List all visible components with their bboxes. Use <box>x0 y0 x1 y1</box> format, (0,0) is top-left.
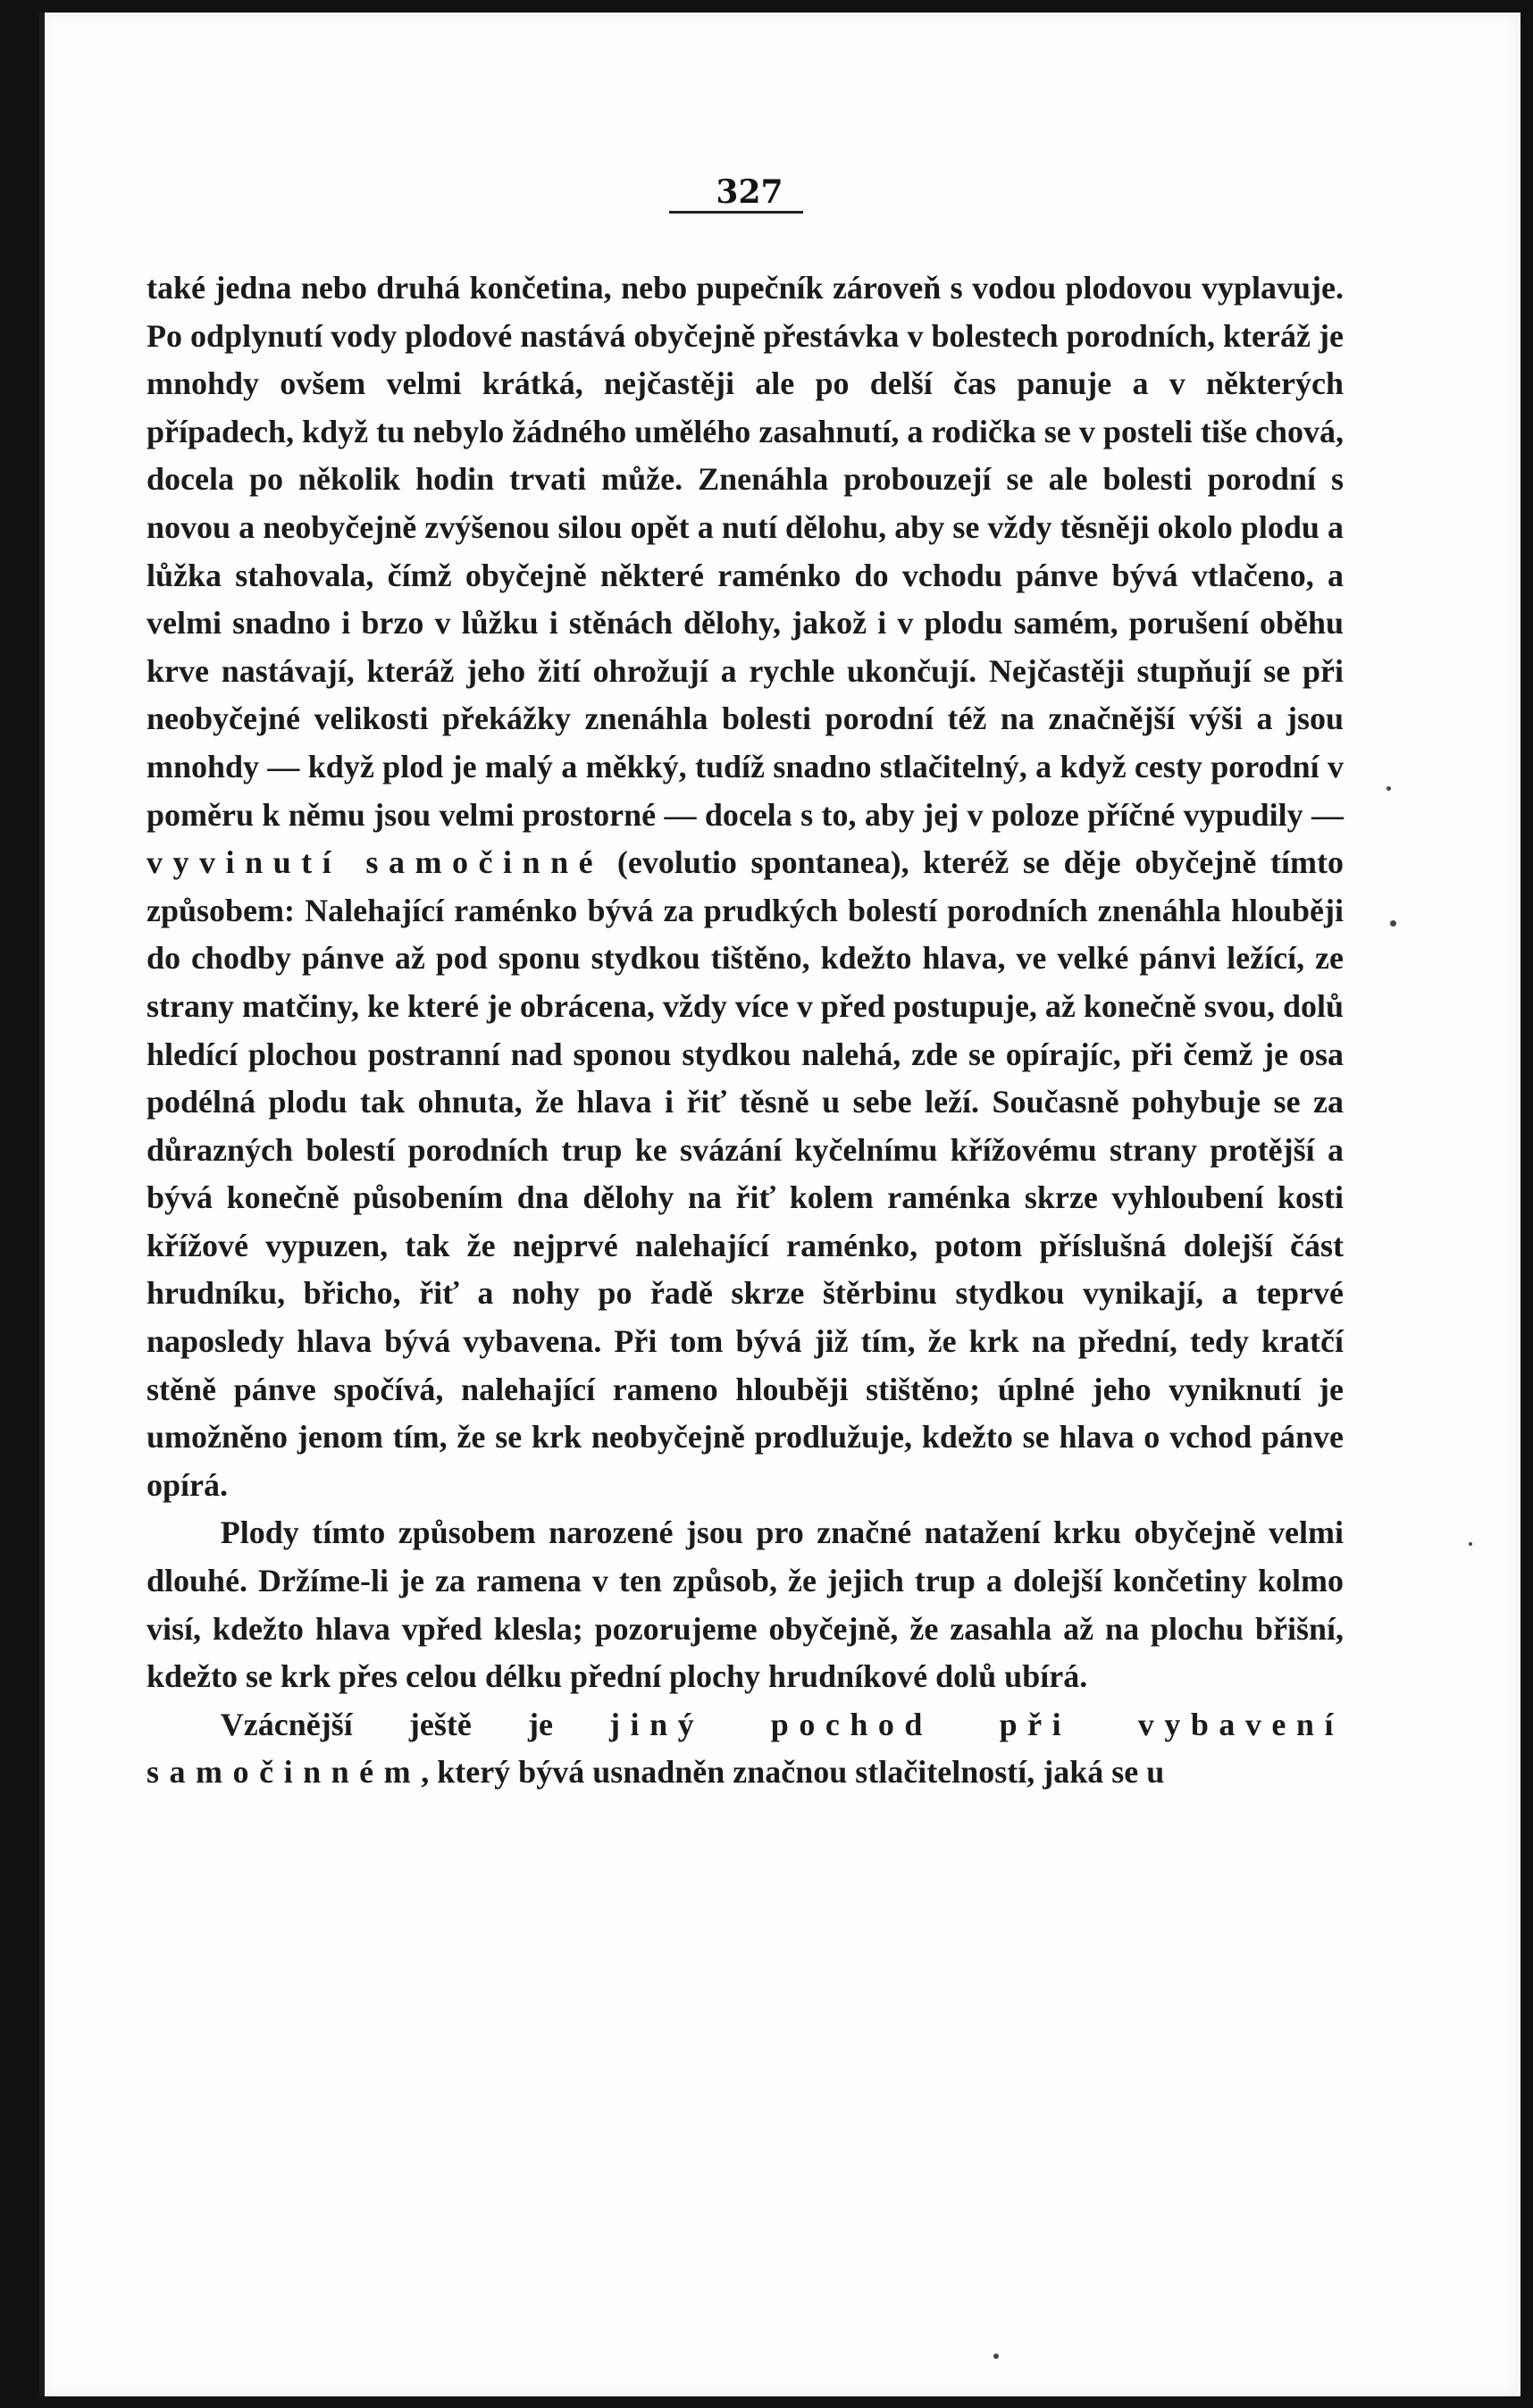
page-left-edge <box>39 13 45 2396</box>
paragraph-3-segment-2: , který bývá usnadněn značnou stlačitelností, jaká se u <box>421 1754 1165 1791</box>
paragraph-2-segment-1: Plody tímto způsobem narozené jsou pro značné natažení krku obyčejně velmi dlouhé. Držíme-li je za ramena v ten způsob, že jejich trup a dolejší končetiny kolmo visí, kdežto hlava vpřed klesla; pozorujeme obyčejně, že zasahla až na plochu břišní, kdežto se krk přes celou délku přední plochy hrudníkové dolů ubírá. <box>147 1514 1344 1695</box>
page-number: 327 <box>716 173 783 211</box>
paragraph-1 <box>147 264 1344 1509</box>
paragraph-1-segment-1: také jedna nebo druhá končetina, nebo pupečník zároveň s vodou plodovou vyplavuje. Po odplynutí vody plodové nastává obyčejně přestávka v bolestech porodních, kteráž je mnohdy ovšem velmi krátká, nejčastěji ale po delší čas panuje a v některých případech, když tu nebylo žádného umělého zasahnutí, a rodička se v posteli tiše chová, docela po několik hodin trvati může. Znenáhla probouzejí se ale bolesti porodní s novou a neobyčejně zvýšenou silou opět a nutí dělohu, aby se vždy těsněji okolo plodu a lůžka stahovala, čímž obyčejně některé raménko do vchodu pánve bývá vtlačeno, a velmi snadno i brzo v lůžku i stěnách dělohy, jakož i v plodu samém, porušení oběhu krve nastávají, kteráž jeho žití ohrožují a rychle ukončují. Nejčastěji stupňují se při neobyčejné velikosti překážky znenáhla bolesti porodní též na značnější výši a jsou mnohdy — když plod je malý a měkký, tudíž snadno stlačitelný, a když cesty porodní v poměru k němu jsou velmi prostorné — docela s to, aby jej v poloze příčné vypudily — <box>147 270 1344 833</box>
scan-speck <box>1390 920 1396 927</box>
paragraph-2 <box>147 1509 1344 1700</box>
page-number-underline <box>669 211 803 214</box>
scan-speck <box>1469 1542 1472 1546</box>
book-page <box>39 13 1520 2396</box>
scan-speck <box>1386 786 1391 791</box>
paragraph-3 <box>147 1701 1344 1797</box>
scan-speck <box>993 2353 999 2359</box>
paragraph-1-segment-2: (evolutio spontanea), kteréž se děje obyčejně tímto způsobem: Nalehající raménko bývá za prudkých bolestí porodních znenáhla hlouběji do chodby pánve až pod sponu stydkou tištěno, kdežto hlava, ve velké pánvi ležící, ze strany matčiny, ke které je obrácena, vždy více v před postupuje, až konečně svou, dolů hledící plochou postranní nad sponou stydkou nalehá, zde se opírajíc, při čemž je osa podélná plodu tak ohnuta, že hlava i řiť těsně u sebe leží. Současně pohybuje se za důrazných bolestí porodních trup ke svázání kyčelnímu křížovému strany protější a bývá konečně působením dna dělohy na řiť kolem raménka skrze vyhloubení kosti křížové vypuzen, tak že nejprvé nalehající raménko, potom příslušná dolejší část hrudníku, břicho, řiť a nohy po řadě skrze štěrbinu stydkou vynikají, a teprvé naposledy hlava bývá vybavena. Při tom bývá již tím, že krk na přední, tedy kratčí stěně pánve spočívá, nalehající rameno hlouběji stištěno; úplné jeho vyniknutí je umožněno jenom tím, že se krk neobyčejně prodlužuje, kdežto se hlava o vchod pánve opírá. <box>147 844 1344 1503</box>
paragraph-3-emphasis-1: jiný pochod při vybavení samočinném <box>147 1706 1344 1791</box>
body-text <box>147 264 1344 1797</box>
paragraph-3-segment-1: Vzácnější ještě je <box>220 1706 610 1742</box>
paragraph-1-emphasis-1: vyvinutí samočinné <box>147 844 604 881</box>
